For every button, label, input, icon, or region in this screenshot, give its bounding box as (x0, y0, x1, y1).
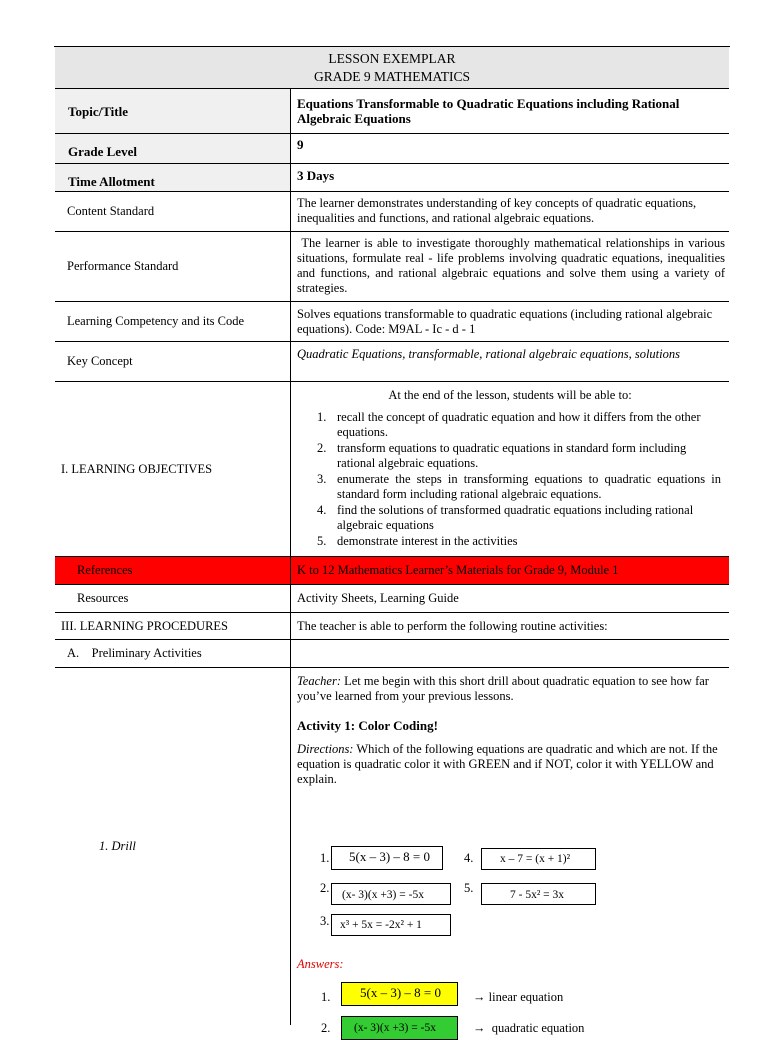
performance-standard-label: Performance Standard (67, 259, 179, 273)
topic-row (55, 89, 729, 134)
eq-num: 3. (320, 914, 330, 928)
content-standard-row (55, 192, 729, 232)
activity-title: Activity 1: Color Coding! (297, 718, 438, 733)
competency-row (55, 302, 729, 342)
eq-num: 5. (464, 881, 474, 895)
equation-box: 5(x – 3) – 8 = 0 (331, 846, 443, 870)
answer-num: 2. (321, 1021, 331, 1035)
references-label: References (77, 563, 133, 577)
objective-text: enumerate the steps in transforming equations to quadratic equations in standard form including rational algebraic equations. (337, 472, 721, 501)
objectives-label: I. LEARNING OBJECTIVES (61, 461, 213, 476)
drill-label: 1. Drill (99, 839, 136, 853)
grade-label: Grade Level (68, 144, 137, 159)
objectives-list (291, 410, 721, 550)
performance-standard-row (55, 232, 729, 302)
references-value: K to 12 Mathematics Learner’s Materials for Grade 9, Module 1 (297, 563, 619, 577)
answers-label: Answers: (297, 957, 344, 971)
competency-value: Solves equations transformable to quadratic equations (including rational algebraic equations). Code: M9AL - Ic - d - 1 (297, 307, 713, 336)
procedures-value: The teacher is able to perform the following routine activities: (297, 618, 608, 633)
answer-box-linear: 5(x – 3) – 8 = 0 (341, 982, 458, 1006)
topic-label: Topic/Title (68, 104, 128, 119)
topic-value: Equations Transformable to Quadratic Equations including Rational Algebraic Equations (297, 96, 680, 126)
equation-box: x³ + 5x = -2x² + 1 (331, 914, 451, 936)
objective-item (291, 441, 721, 471)
objective-text: recall the concept of quadratic equation and how it differs from the other equations. (337, 410, 701, 439)
performance-standard-value: The learner is able to investigate thoroughly mathematical relationships in various situations, formulate real - life problems involving quadratic equations, inequalities and functions, and rational algebraic equations and solve them using a variety of strategies. (297, 236, 729, 295)
content-standard-label: Content Standard (67, 204, 155, 218)
teacher-text: Let me begin with this short drill about quadratic equation to see how far you’ve learned from your previous lessons. (297, 674, 709, 703)
objective-text: find the solutions of transformed quadratic equations including rational algebraic equations (337, 503, 694, 532)
objective-text: demonstrate interest in the activities (337, 534, 518, 548)
objective-number: 2. (317, 441, 327, 455)
teacher-prefix: Teacher: (297, 674, 341, 688)
lesson-exemplar-document (54, 46, 729, 1035)
header-subtitle: GRADE 9 MATHEMATICS (313, 69, 470, 84)
references-row (55, 557, 729, 585)
equation-box: x – 7 = (x + 1)² (481, 848, 596, 870)
objective-text: transform equations to quadratic equations in standard form including rational algebraic equations. (337, 441, 687, 470)
directions-paragraph (297, 742, 723, 787)
eq-num: 2. (320, 881, 330, 895)
objective-item (291, 410, 721, 440)
key-concept-value: Quadratic Equations, transformable, rational algebraic equations, solutions (297, 347, 680, 361)
eq-num: 4. (464, 851, 474, 865)
competency-label: Learning Competency and its Code (67, 314, 245, 328)
directions-text: Which of the following equations are quadratic and which are not. If the equation is quadratic color it with GREEN and if NOT, color it with YELLOW and explain. (297, 742, 718, 786)
answer-box-quadratic: (x- 3)(x +3) = -5x (341, 1016, 458, 1040)
key-concept-row (55, 342, 729, 382)
procedures-row (55, 613, 729, 640)
equation-box: (x- 3)(x +3) = -5x (331, 883, 451, 905)
grade-value: 9 (297, 137, 304, 152)
time-row (55, 164, 729, 192)
teacher-paragraph (297, 674, 723, 704)
objective-number: 4. (317, 503, 327, 517)
header-title: LESSON EXEMPLAR (328, 51, 456, 66)
objective-number: 5. (317, 534, 327, 548)
content-standard-value: The learner demonstrates understanding of key concepts of quadratic equations, inequalities and functions, and rational algebraic equations. (297, 196, 697, 225)
procedures-label: III. LEARNING PROCEDURES (61, 618, 229, 633)
time-label: Time Allotment (68, 174, 155, 189)
directions-prefix: Directions: (297, 742, 354, 756)
answer-result: → linear equation (473, 990, 564, 1004)
table-header (55, 47, 729, 89)
resources-value: Activity Sheets, Learning Guide (297, 591, 459, 605)
objective-item (291, 472, 721, 502)
eq-num: 1. (320, 851, 330, 865)
answer-num: 1. (321, 990, 331, 1004)
grade-row (55, 134, 729, 164)
lesson-table (54, 46, 730, 1035)
objective-number: 1. (317, 410, 327, 424)
objectives-intro: At the end of the lesson, students will be able to: (388, 388, 632, 402)
objective-item (291, 534, 721, 549)
preliminary-row (55, 640, 729, 668)
equation-box: 7 - 5x² = 3x (481, 883, 596, 905)
answer-result: → quadratic equation (473, 1021, 585, 1035)
drill-row (55, 668, 729, 1035)
resources-row (55, 585, 729, 613)
key-concept-label: Key Concept (67, 354, 133, 368)
resources-label: Resources (77, 591, 129, 605)
preliminary-label: A. Preliminary Activities (67, 646, 202, 660)
objectives-row (55, 382, 729, 557)
objective-number: 3. (317, 472, 327, 486)
time-value: 3 Days (297, 168, 335, 183)
objective-item (291, 503, 721, 533)
